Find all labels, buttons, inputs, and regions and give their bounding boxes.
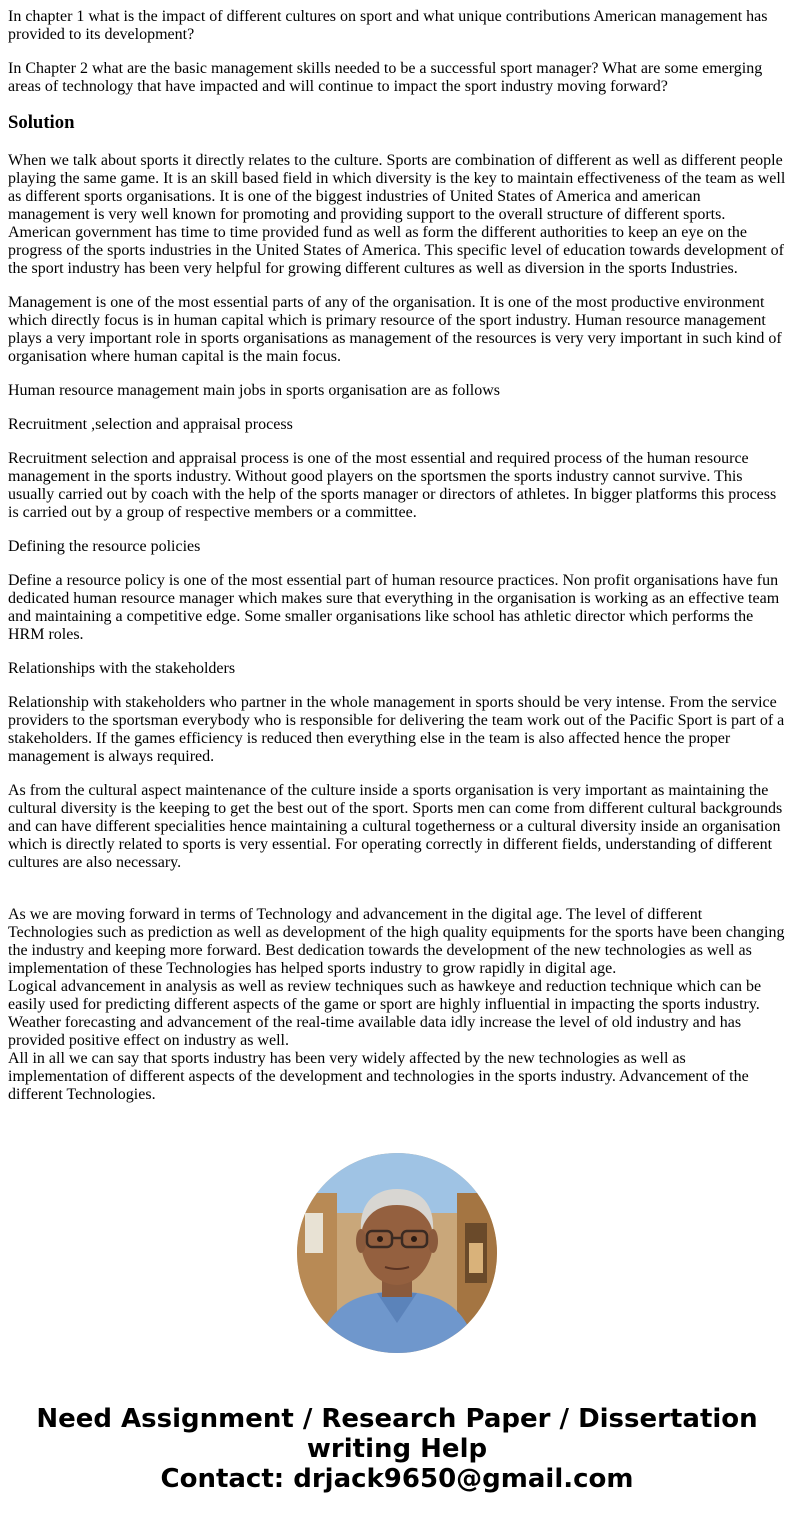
- author-avatar: [297, 1153, 497, 1353]
- paragraph-resource-policies: Define a resource policy is one of the most essential part of human resource practices. Non profit organisations have fun dedicated human resource manager which makes sure that everything in the organisation is working as an effective team and maintaining a competitive edge. Some smaller organisations like school has athletic director which performs the HRM roles.: [8, 572, 780, 643]
- promo-line-1: Need Assignment / Research Paper / Dissertation: [36, 1404, 758, 1434]
- promo-line-2: writing Help: [306, 1434, 488, 1464]
- question-2: In Chapter 2 what are the basic management skills needed to be a successful sport manager? What are some emerging areas of technology that have impacted and will continue to impact the sport industry moving forward?: [8, 60, 763, 95]
- document-body: [8, 8, 786, 1104]
- question-1: In chapter 1 what is the impact of different cultures on sport and what unique contributions American management has provided to its development?: [8, 8, 768, 43]
- solution-paragraph-culture-intro: When we talk about sports it directly relates to the culture. Sports are combination of different as well as different people playing the same game. It is an skill based field in which diversity is the key to maintain effectiveness of the team as well as different sports organisations. It is one of the biggest industries of United States of America and american management is very well known for promoting and providing support to the overall structure of different sports. American government has time to time provided fund as well as form the different authorities to keep an eye on the progress of the sports industries in the United States of America. This specific level of education towards development of the sport industry has been very helpful for growing different cultures as well as diversion in the sports Industries.: [8, 152, 786, 277]
- paragraph-recruitment: Recruitment selection and appraisal process is one of the most essential and required process of the human resource management in the sports industry. Without good players on the sportsmen the sports industry cannot survive. This usually carried out by coach with the help of the sports manager or directors of athletes. In bigger platforms this process is carried out by a group of respective members or a committee.: [8, 450, 777, 521]
- paragraph-technology-1: As we are moving forward in terms of Technology and advancement in the digital age. The level of different Technologies such as prediction as well as development of the high quality equipments for the sports have been changing the industry and keeping more forward. Best dedication towards the development of the new technologies as well as implementation of these Technologies has helped sports industry to grow rapidly in digital age.: [8, 906, 785, 977]
- subheading-recruitment: Recruitment ,selection and appraisal process: [8, 416, 293, 433]
- paragraph-cultural-aspect: As from the cultural aspect maintenance of the culture inside a sports organisation is very important as maintaining the cultural diversity is the keeping to get the best out of the sport. Sports men can come from different cultural backgrounds and can have different specialities hence maintaining a cultural togetherness or a cultural diversity inside an organisation which is directly related to sports is very essential. For operating correctly in different fields, understanding of different cultures are also necessary.: [8, 782, 783, 871]
- promo-footer: [0, 1404, 794, 1494]
- solution-paragraph-hrm-jobs: Human resource management main jobs in sports organisation are as follows: [8, 382, 501, 399]
- subheading-stakeholders: Relationships with the stakeholders: [8, 660, 236, 677]
- paragraph-technology-2: Logical advancement in analysis as well as review techniques such as hawkeye and reduction technique which can be easily used for predicting different aspects of the game or sport are highly influential in impacting the sports industry. Weather forecasting and advancement of the real-time available data idly increase the level of old industry and has provided positive effect on industry as well.: [8, 978, 762, 1049]
- solution-paragraph-management: Management is one of the most essential parts of any of the organisation. It is one of the most productive environment which directly focus is in human capital which is primary resource of the sport industry. Human resource management plays a very important role in sports organisations as management of the resources is very very important in such kind of organisation where human capital is the main focus.: [8, 294, 782, 365]
- solution-heading: Solution: [8, 112, 75, 133]
- paragraph-stakeholders: Relationship with stakeholders who partner in the whole management in sports should be very intense. From the service providers to the sportsman everybody who is responsible for delivering the team work out of the Pacific Sport is part of a stakeholders. If the games efficiency is reduced then everything else in the team is also affected hence the proper management is always required.: [8, 694, 785, 765]
- paragraph-technology-3: All in all we can say that sports industry has been very widely affected by the new technologies as well as implementation of different aspects of the development and technologies in the sports industry. Advancement of the different Technologies.: [8, 1050, 749, 1103]
- contact-line: Contact: drjack9650@gmail.com: [160, 1464, 634, 1494]
- author-portrait: [297, 1153, 497, 1353]
- subheading-resource-policies: Defining the resource policies: [8, 538, 201, 555]
